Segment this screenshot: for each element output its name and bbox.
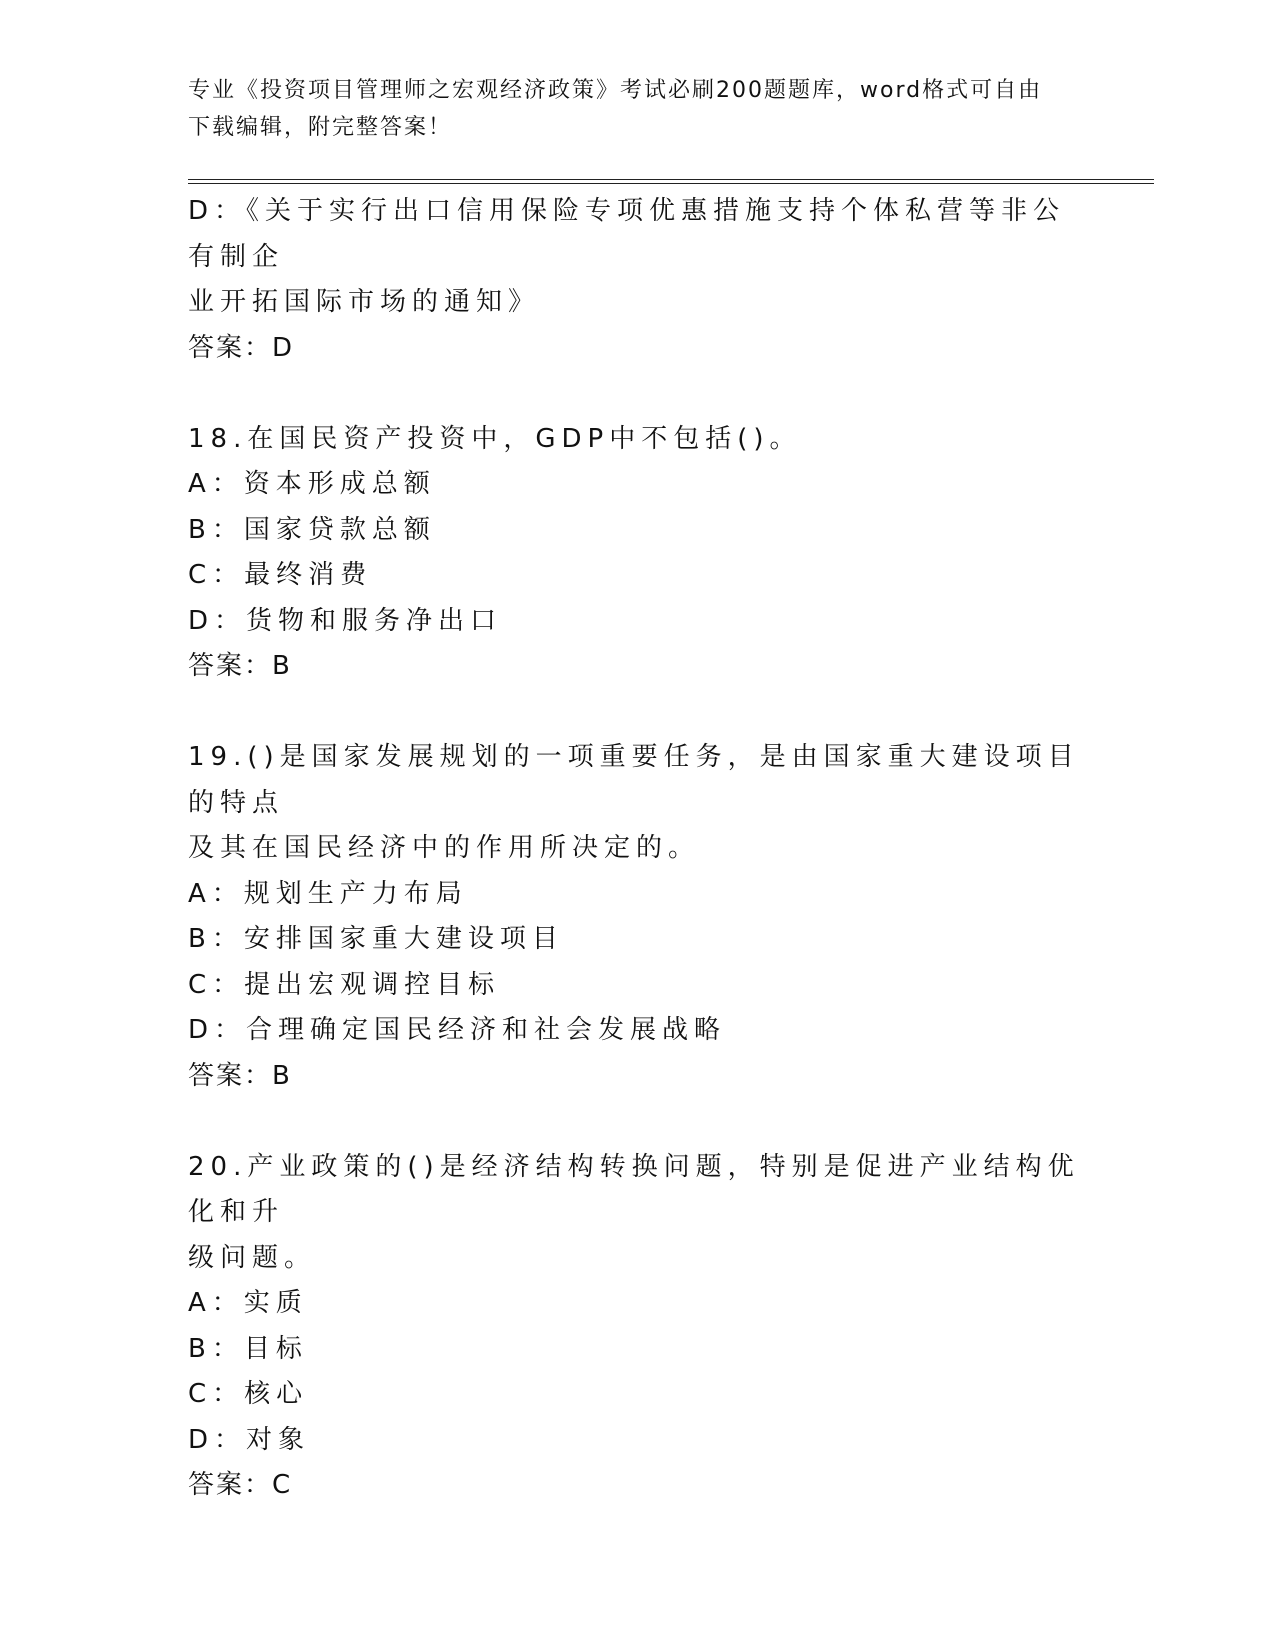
option-b: B：安排国家重大建设项目 xyxy=(188,924,564,954)
answer-line: 答案：C xyxy=(188,1470,293,1500)
question-stem-line-2: 级问题。 xyxy=(188,1242,317,1273)
option-c: C：核心 xyxy=(188,1379,309,1409)
header-line-1: 专业《投资项目管理师之宏观经济政策》考试必刷200题题库，word格式可自由 xyxy=(188,78,1043,103)
option-a: A：资本形成总额 xyxy=(188,469,436,499)
spacer xyxy=(188,690,1088,736)
answer-line: 答案：B xyxy=(188,1060,292,1091)
question-stem-line-1: 20.产业政策的()是经济结构转换问题，特别是促进产业结构优化和升 xyxy=(188,1151,1080,1227)
option-c: C：最终消费 xyxy=(188,560,373,590)
answer-line: 答案：D xyxy=(188,332,295,363)
question-19 xyxy=(188,735,1088,1099)
question-stem-line-2: 及其在国民经济中的作用所决定的。 xyxy=(188,833,701,863)
spacer xyxy=(188,1099,1088,1145)
option-d: D：合理确定国民经济和社会发展战略 xyxy=(188,1015,727,1045)
question-20 xyxy=(188,1145,1088,1509)
continued-question xyxy=(188,189,1088,371)
option-c: C：提出宏观调控目标 xyxy=(188,969,501,1000)
question-stem-line-1: 19.()是国家发展规划的一项重要任务，是由国家重大建设项目的特点 xyxy=(188,742,1080,818)
header-divider-bottom xyxy=(188,183,1154,184)
document-body xyxy=(188,189,1088,1509)
question-stem: 18.在国民资产投资中，GDP中不包括()。 xyxy=(188,423,802,454)
question-18 xyxy=(188,417,1088,690)
option-a: A：实质 xyxy=(188,1288,308,1318)
option-b: B：目标 xyxy=(188,1333,308,1364)
option-d-line-1: D：《关于实行出口信用保险专项优惠措施支持个体私营等非公有制企 xyxy=(188,196,1066,272)
option-d: D：货物和服务净出口 xyxy=(188,605,503,636)
spacer xyxy=(188,371,1088,417)
option-d-line-2: 业开拓国际市场的通知》 xyxy=(188,287,541,317)
document-header xyxy=(188,72,1088,146)
option-b: B：国家贷款总额 xyxy=(188,514,436,545)
header-line-2: 下载编辑，附完整答案！ xyxy=(188,115,453,140)
header-divider-top xyxy=(188,179,1154,180)
answer-line: 答案：B xyxy=(188,651,292,681)
option-d: D：对象 xyxy=(188,1424,311,1455)
option-a: A：规划生产力布局 xyxy=(188,878,468,909)
